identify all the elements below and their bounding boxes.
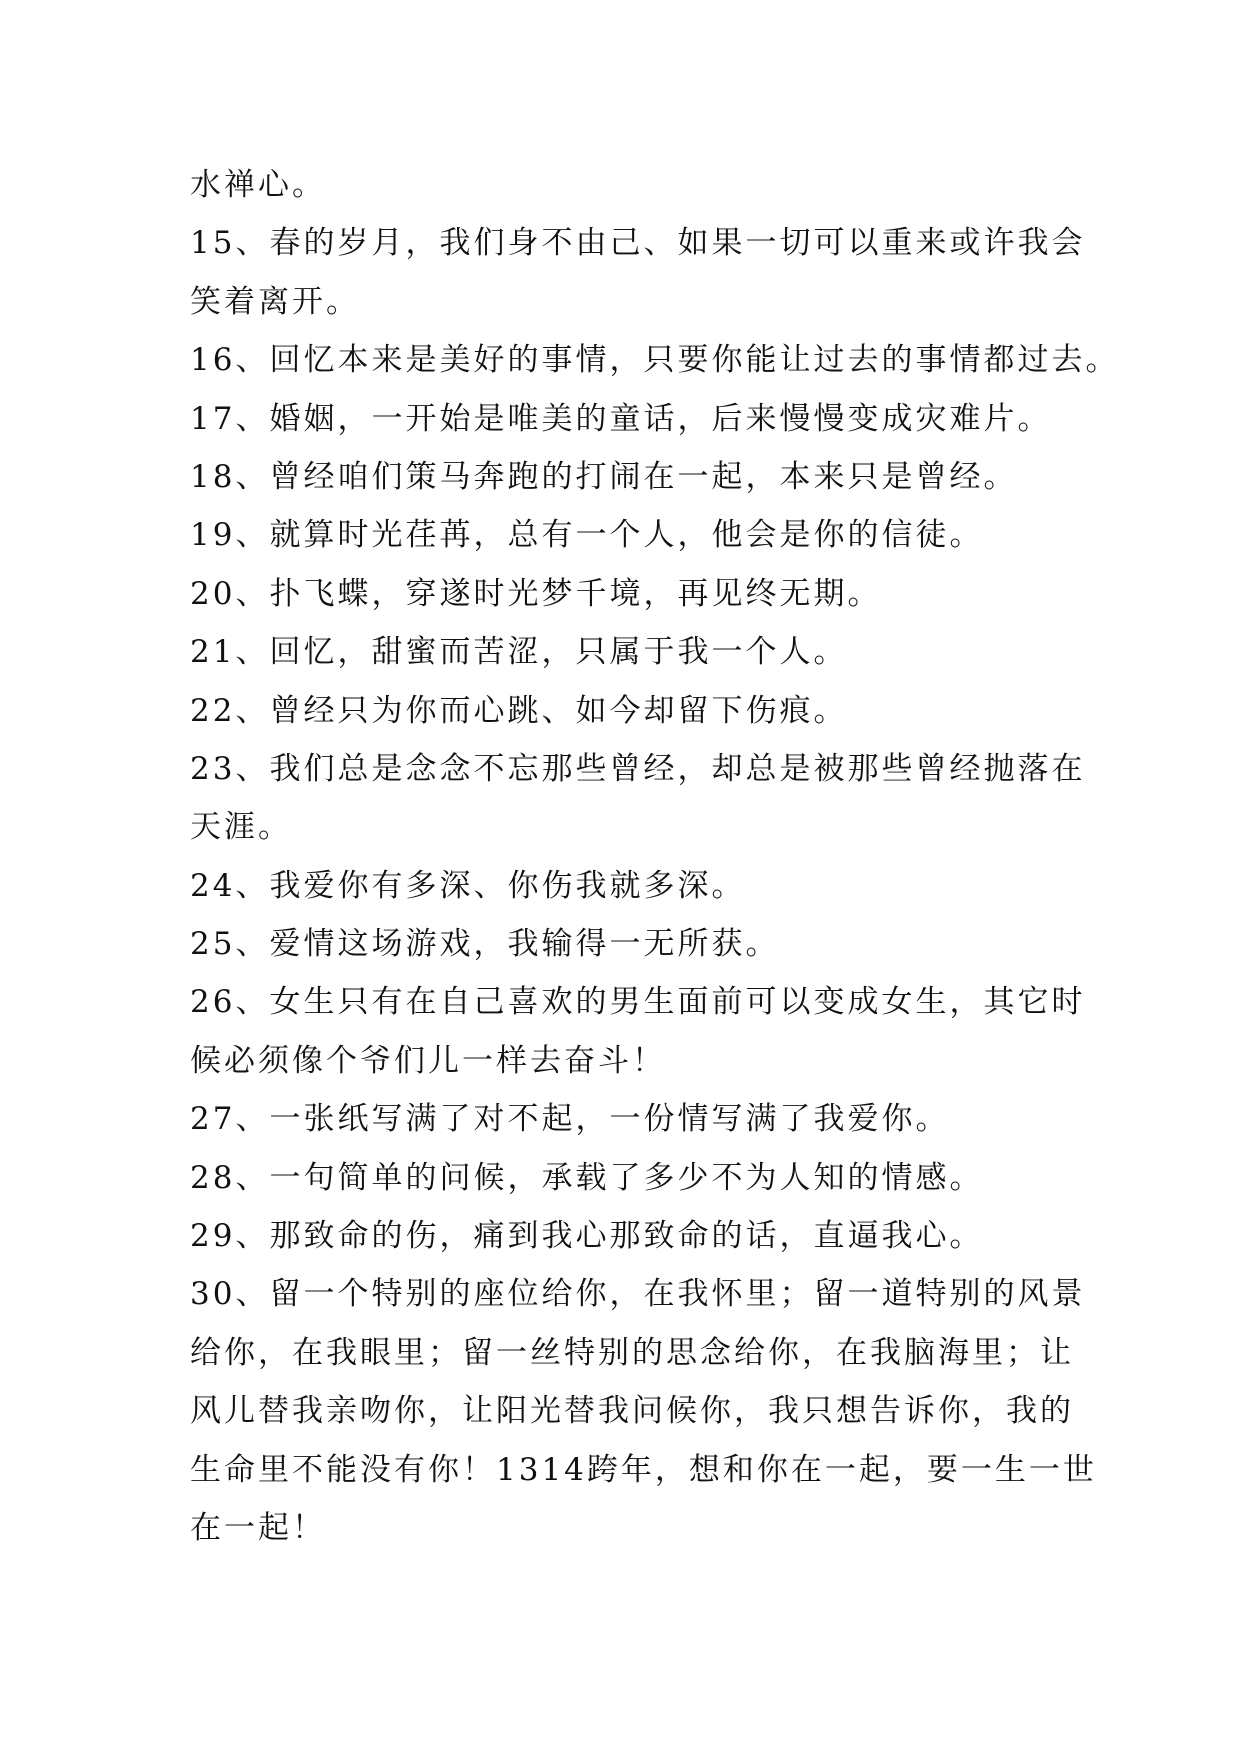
text-line: 30、留一个特别的座位给你，在我怀里；留一道特别的风景 xyxy=(190,1276,1086,1313)
text-line: 27、一张纸写满了对不起，一份情写满了我爱你。 xyxy=(190,1101,950,1138)
text-line: 笑着离开。 xyxy=(190,283,360,320)
text-line: 24、我爱你有多深、你伤我就多深。 xyxy=(190,867,746,904)
text-line: 16、回忆本来是美好的事情，只要你能让过去的事情都过去。 xyxy=(190,342,1120,379)
text-line: 25、爱情这场游戏，我输得一无所获。 xyxy=(190,926,780,963)
text-line: 给你，在我眼里；留一丝特别的思念给你，在我脑海里；让 xyxy=(190,1334,1074,1371)
text-line: 29、那致命的伤，痛到我心那致命的话，直逼我心。 xyxy=(190,1218,984,1255)
text-line: 18、曾经咱们策马奔跑的打闹在一起，本来只是曾经。 xyxy=(190,458,1018,495)
text-line: 生命里不能没有你！1314跨年，想和你在一起，要一生一世 xyxy=(190,1451,1097,1488)
text-line: 23、我们总是念念不忘那些曾经，却总是被那些曾经抛落在 xyxy=(190,750,1086,787)
text-line: 风儿替我亲吻你，让阳光替我问候你，我只想告诉你，我的 xyxy=(190,1393,1074,1430)
text-line: 17、婚姻，一开始是唯美的童话，后来慢慢变成灾难片。 xyxy=(190,400,1052,437)
text-line: 在一起！ xyxy=(190,1509,326,1546)
text-line: 28、一句简单的问候，承载了多少不为人知的情感。 xyxy=(190,1159,984,1196)
text-line: 19、就算时光荏苒，总有一个人，他会是你的信徒。 xyxy=(190,517,984,554)
text-line: 天涯。 xyxy=(190,809,292,846)
text-line: 21、回忆，甜蜜而苦涩，只属于我一个人。 xyxy=(190,634,848,671)
text-line: 候必须像个爷们儿一样去奋斗！ xyxy=(190,1042,666,1079)
text-line: 15、春的岁月，我们身不由己、如果一切可以重来或许我会 xyxy=(190,225,1086,262)
text-line: 26、女生只有在自己喜欢的男生面前可以变成女生，其它时 xyxy=(190,984,1086,1021)
text-line: 水禅心。 xyxy=(190,167,326,203)
text-line: 22、曾经只为你而心跳、如今却留下伤痕。 xyxy=(190,692,848,729)
document-body xyxy=(190,156,1120,1557)
text-line: 20、扑飞蝶，穿遂时光梦千境，再见终无期。 xyxy=(190,575,882,612)
